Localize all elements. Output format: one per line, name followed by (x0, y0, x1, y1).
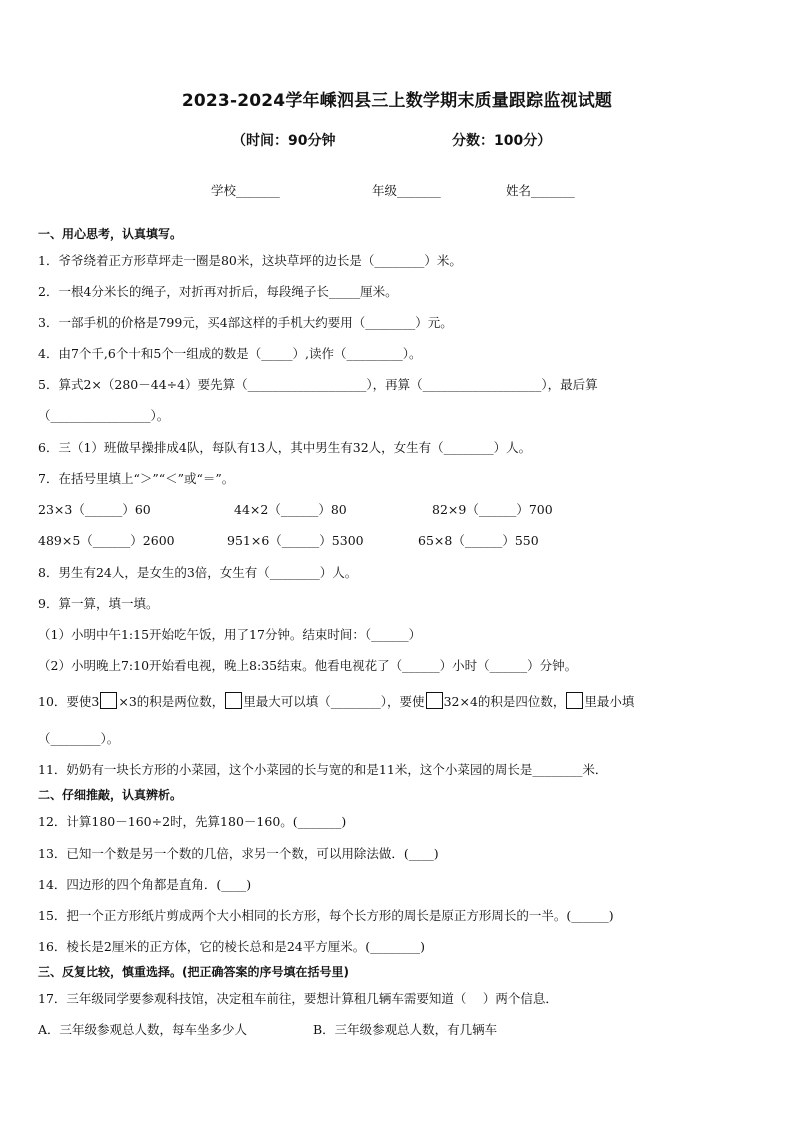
question-7: 7．在括号里填上“＞”“＜”或“＝”。 (38, 471, 235, 486)
blank-box[interactable] (426, 692, 443, 709)
question-12: 12．计算180－160÷2时，先算180－160。(_______) (38, 814, 347, 829)
blank-box[interactable] (225, 692, 242, 709)
exam-score: 分数：100分） (452, 133, 552, 149)
question-17: 17．三年级同学要参观科技馆，决定租车前往，要想计算租几辆车需要知道（ ）两个信息． (38, 991, 558, 1006)
question-9: 9．算一算，填一填。 (38, 596, 159, 611)
question-17-option-a[interactable]: A．三年级参观总人数，每车坐多少人 (38, 1022, 248, 1037)
question-5-line-2: （________________）。 (38, 408, 170, 423)
question-10-text: 里最大可以填（________），要使 (243, 694, 425, 709)
question-7-item: 489×5（______）2600 (38, 533, 175, 548)
question-10-line-1 (38, 692, 634, 710)
question-10-line-2: （________）。 (38, 731, 120, 746)
section-1-heading: 一、用心思考，认真填写。 (38, 227, 183, 241)
question-15: 15．把一个正方形纸片剪成两个大小相同的长方形，每个长方形的周长是原正方形周长的一半。(______) (38, 908, 614, 923)
question-10-text: 10．要使3 (38, 694, 100, 709)
question-11: 11．奶奶有一块长方形的小菜园，这个小菜园的长与宽的和是11米，这个小菜园的周长是________米． (38, 762, 608, 777)
question-7-item: 65×8（______）550 (418, 533, 539, 548)
blank-box[interactable] (566, 692, 583, 709)
question-10-text: 32×4的积是四位数， (443, 694, 566, 709)
name-field[interactable]: 姓名_______ (506, 183, 575, 198)
question-14: 14．四边形的四个角都是直角．(____) (38, 877, 252, 892)
question-16: 16．棱长是2厘米的正方体，它的棱长总和是24平方厘米。(________) (38, 939, 426, 954)
grade-field[interactable]: 年级_______ (372, 183, 441, 198)
question-6: 6．三（1）班做早操排成4队，每队有13人，其中男生有32人，女生有（________）人。 (38, 440, 532, 455)
exam-time: （时间：90分钟 (232, 133, 336, 149)
question-8: 8．男生有24人，是女生的3倍，女生有（________）人。 (38, 565, 358, 580)
question-7-item: 82×9（______）700 (432, 502, 553, 517)
question-9-part-1: （1）小明中午1:15开始吃午饭，用了17分钟。结束时间：（______） (38, 627, 422, 642)
question-7-item: 23×3（______）60 (38, 502, 151, 517)
question-1: 1．爷爷绕着正方形草坪走一圈是80米，这块草坪的边长是（________）米。 (38, 253, 462, 268)
school-field[interactable]: 学校_______ (211, 183, 280, 198)
blank-box[interactable] (100, 692, 117, 709)
question-2: 2．一根4分米长的绳子，对折再对折后，每段绳子长_____厘米。 (38, 284, 398, 299)
exam-title: 2023-2024学年嵊泗县三上数学期末质量跟踪监视试题 (181, 91, 613, 111)
question-4: 4．由7个千,6个十和5个一组成的数是（_____）,读作（_________）。 (38, 346, 422, 361)
question-5-line-1: 5．算式2×（280－44÷4）要先算（___________________），再算（___________________），最后算 (38, 377, 598, 392)
question-17-option-b[interactable]: B．三年级参观总人数，有几辆车 (313, 1022, 498, 1037)
section-2-heading: 二、仔细推敲，认真辨析。 (38, 788, 183, 802)
section-3-heading: 三、反复比较，慎重选择。(把正确答案的序号填在括号里) (38, 965, 349, 979)
question-13: 13．已知一个数是另一个数的几倍，求另一个数，可以用除法做．(____) (38, 846, 439, 861)
question-10-text: ×3的积是两位数， (118, 694, 225, 709)
question-7-item: 951×6（______）5300 (227, 533, 364, 548)
question-3: 3．一部手机的价格是799元，买4部这样的手机大约要用（________）元。 (38, 315, 453, 330)
question-7-item: 44×2（______）80 (234, 502, 347, 517)
question-9-part-2: （2）小明晚上7:10开始看电视，晚上8:35结束。他看电视花了（______）小时（______）分钟。 (38, 658, 578, 673)
question-10-text: 里最小填 (584, 694, 635, 709)
